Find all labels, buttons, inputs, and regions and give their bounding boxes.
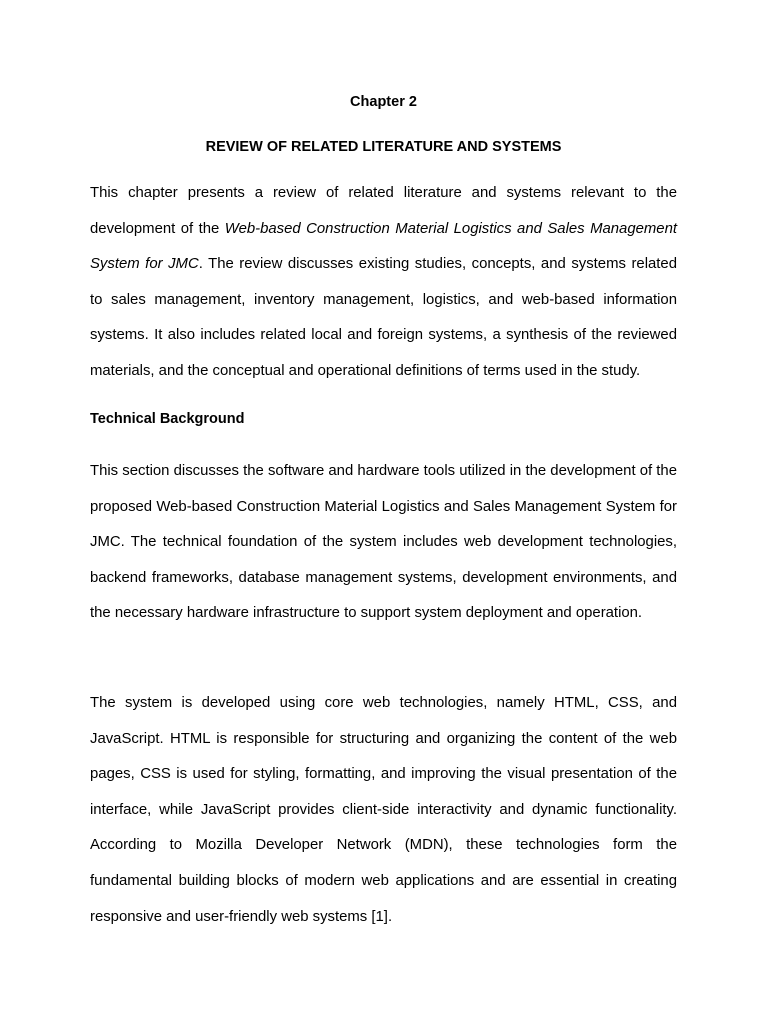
system-name: Web-based Construction Material Logistics and Sales Management System for JMC <box>90 220 677 273</box>
document-page <box>90 0 677 1024</box>
intro-text-before: This chapter presents a review of related literature and systems relevant to the development of the <box>90 185 677 237</box>
chapter-number: Chapter 2 <box>350 94 417 110</box>
web-technologies-paragraph: The system is developed using core web technologies, namely HTML, CSS, and JavaScript. HTML is responsible for structuring and organizing the content of the web pages, CSS is used for styling, formatting, and improving the visual presentation of the interface, while JavaScript provides client-side interactivity and dynamic functionality. According to Mozilla Developer Network (MDN), these technologies form the fundamental building blocks of modern web applications and are essential in creating responsive and user-friendly web systems [1]. <box>90 695 677 925</box>
chapter-title: REVIEW OF RELATED LITERATURE AND SYSTEMS <box>205 139 562 155</box>
section-heading-technical-background: Technical Background <box>90 411 245 427</box>
technical-background-paragraph: This section discusses the software and hardware tools utilized in the development of the proposed Web-based Construction Material Logistics and Sales Management System for JMC. The technical foundation of the system includes web development technologies, backend frameworks, database management systems, development environments, and the necessary hardware infrastructure to support system deployment and operation. <box>90 463 677 622</box>
intro-paragraph <box>90 176 677 390</box>
intro-text-after: . The review discusses existing studies, concepts, and systems related to sales management, inventory management, logistics, and web-based information systems. It also includes related local and foreign systems, a synthesis of the reviewed materials, and the conceptual and operational definitions of terms used in the study. <box>90 256 677 379</box>
